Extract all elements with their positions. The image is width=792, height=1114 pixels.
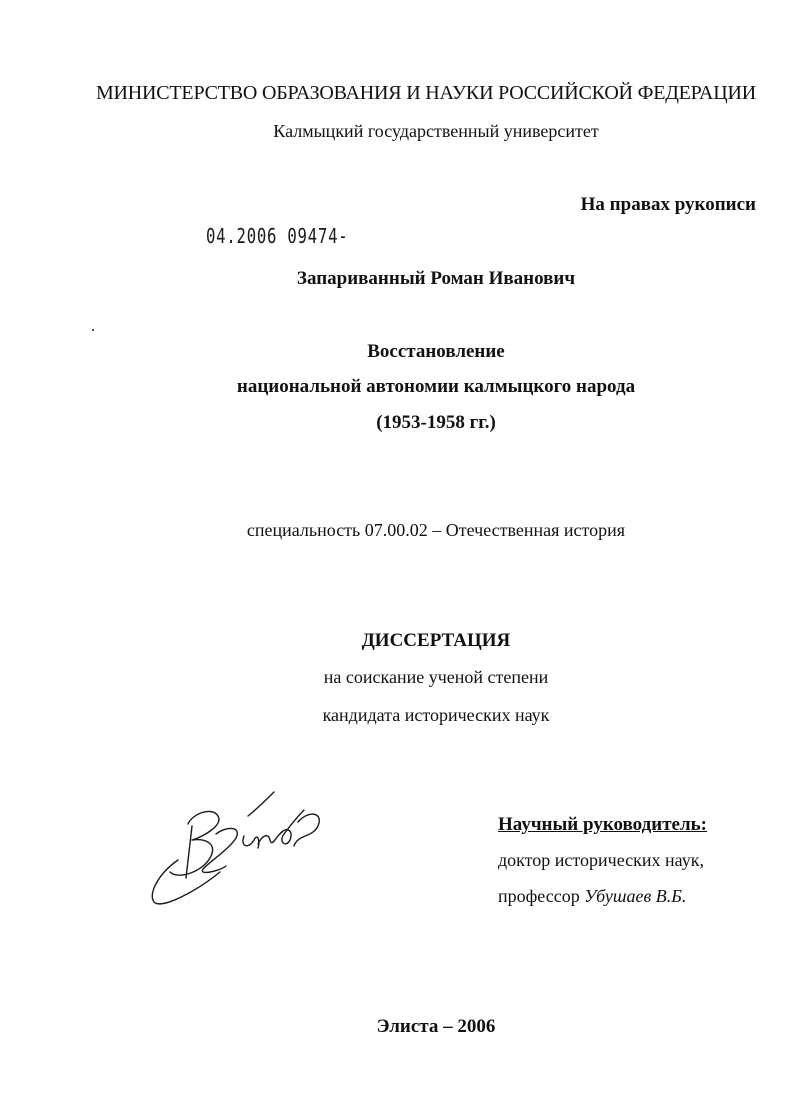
scan-speck <box>92 329 94 331</box>
university-name: Калмыцкий государственный университет <box>273 121 599 141</box>
supervisor-degree: доктор исторических наук, <box>498 850 704 870</box>
supervisor-position: профессор <box>498 886 580 906</box>
dissertation-heading: ДИССЕРТАЦИЯ <box>361 630 511 651</box>
rights-note: На правах рукописи <box>580 194 756 215</box>
author-name: Запариванный Роман Иванович <box>296 268 576 289</box>
supervisor-name: Убушаев В.Б. <box>584 886 687 906</box>
degree-purpose-line-2: кандидата исторических наук <box>322 705 550 725</box>
specialty: специальность 07.00.02 – Отечественная история <box>246 520 626 540</box>
supervisor-position-name <box>498 886 686 907</box>
thesis-title-line-1: Восстановление <box>367 341 505 362</box>
thesis-title-line-2: национальной автономии калмыцкого народа <box>236 376 636 397</box>
author-signature <box>148 786 328 911</box>
city-year: Элиста – 2006 <box>376 1016 496 1037</box>
thesis-title-line-3: (1953-1958 гг.) <box>376 412 496 433</box>
degree-purpose-line-1: на соискание ученой степени <box>323 667 549 687</box>
ministry-title: МИНИСТЕРСТВО ОБРАЗОВАНИЯ И НАУКИ РОССИЙСКОЙ ФЕДЕРАЦИИ <box>95 82 757 104</box>
registration-stamp: 04.2006 09474- <box>206 224 349 248</box>
supervisor-heading: Научный руководитель: <box>498 814 707 835</box>
